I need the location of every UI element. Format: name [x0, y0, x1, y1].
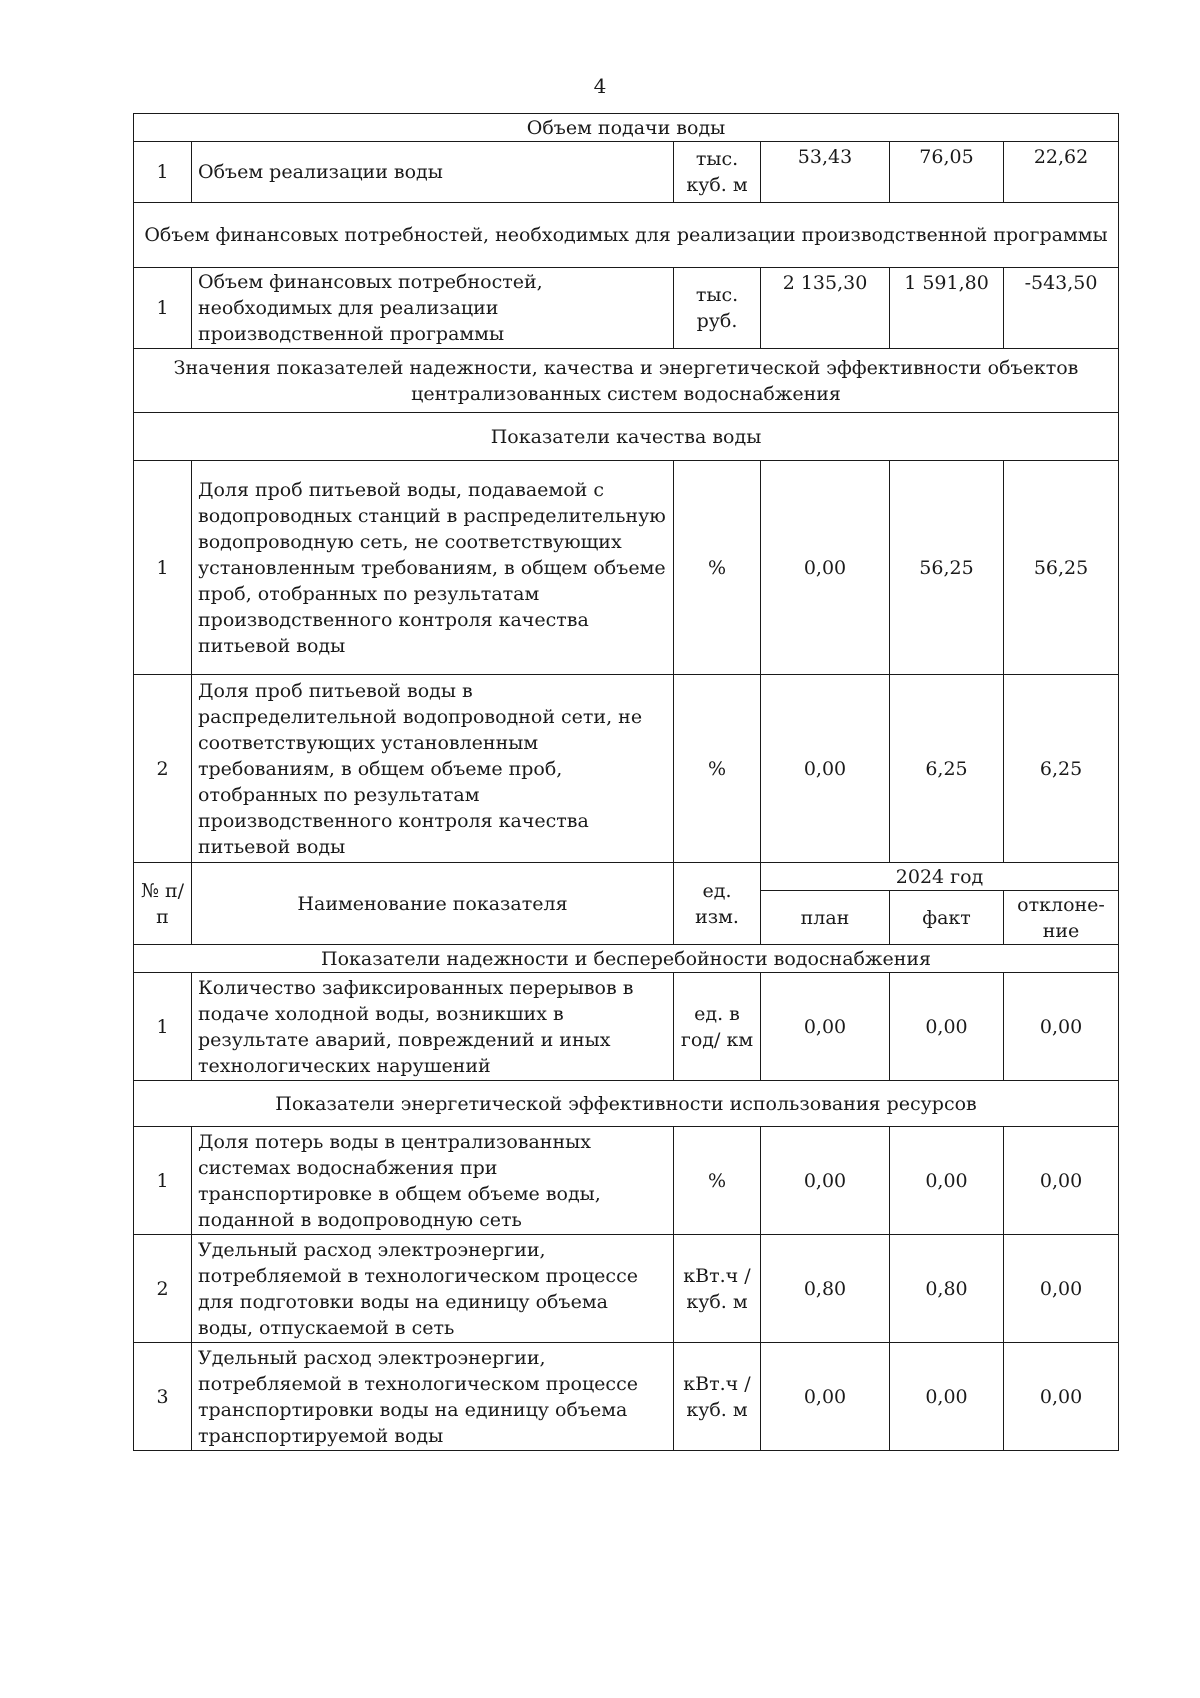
- page-number: 4: [593, 74, 607, 98]
- fact-value: 56,25: [890, 461, 1004, 675]
- row-number: 1: [134, 461, 192, 675]
- unit-cell: кВт.ч / куб. м: [674, 1343, 761, 1451]
- deviation-value: 0,00: [1004, 1127, 1119, 1235]
- row-number: 1: [134, 142, 192, 203]
- table-row: [134, 1343, 1119, 1451]
- unit-cell: кВт.ч / куб. м: [674, 1235, 761, 1343]
- section-title-reliability: Показатели надежности и бесперебойности водоснабжения: [134, 945, 1119, 973]
- indicator-name: Доля проб питьевой воды в распределительной водопроводной сети, не соответствующих установленным требованиям, в общем объеме проб, отобранных по результатам производственного контроля качества питьевой воды: [192, 675, 674, 863]
- header-plan: план: [761, 891, 890, 945]
- fact-value: 0,80: [890, 1235, 1004, 1343]
- section-title-water-quality: Показатели качества воды: [134, 413, 1119, 461]
- indicators-table: [133, 113, 1119, 1451]
- header-unit: ед. изм.: [674, 863, 761, 945]
- section-row: [134, 203, 1119, 268]
- unit-cell: тыс. руб.: [674, 268, 761, 349]
- fact-value: 0,00: [890, 973, 1004, 1081]
- indicator-name: Количество зафиксированных перерывов в подаче холодной воды, возникших в результате аварий, повреждений и иных технологических нарушений: [192, 973, 674, 1081]
- indicator-name: Доля проб питьевой воды, подаваемой с водопроводных станций в распределительную водопроводную сеть, не соответствующих установленным требованиям, в общем объеме проб, отобранных по результатам производственного контроля качества питьевой воды: [192, 461, 674, 675]
- fact-value: 0,00: [890, 1343, 1004, 1451]
- fact-value: 76,05: [890, 142, 1004, 203]
- indicator-name: Удельный расход электроэнергии, потребляемой в технологическом процессе транспортировки воды на единицу объема транспортируемой воды: [192, 1343, 674, 1451]
- table-row: [134, 675, 1119, 863]
- indicator-name: Объем реализации воды: [192, 142, 674, 203]
- indicator-name: Объем финансовых потребностей, необходимых для реализации производственной программы: [192, 268, 674, 349]
- row-number: 1: [134, 973, 192, 1081]
- row-number: 2: [134, 1235, 192, 1343]
- header-deviation: отклоне-ние: [1004, 891, 1119, 945]
- unit-cell: ед. в год/ км: [674, 973, 761, 1081]
- row-number: 2: [134, 675, 192, 863]
- section-row: [134, 349, 1119, 413]
- header-indicator-name: Наименование показателя: [192, 863, 674, 945]
- deviation-value: 0,00: [1004, 1343, 1119, 1451]
- row-number: 1: [134, 1127, 192, 1235]
- section-title-energy: Показатели энергетической эффективности использования ресурсов: [134, 1081, 1119, 1127]
- deviation-value: 6,25: [1004, 675, 1119, 863]
- table-row: [134, 461, 1119, 675]
- header-year: 2024 год: [761, 863, 1119, 891]
- plan-value: 2 135,30: [761, 268, 890, 349]
- plan-value: 0,00: [761, 675, 890, 863]
- plan-value: 0,00: [761, 1343, 890, 1451]
- plan-value: 53,43: [761, 142, 890, 203]
- section-row: [134, 413, 1119, 461]
- table-row: [134, 268, 1119, 349]
- plan-value: 0,00: [761, 1127, 890, 1235]
- plan-value: 0,80: [761, 1235, 890, 1343]
- section-row: [134, 945, 1119, 973]
- unit-cell: %: [674, 1127, 761, 1235]
- fact-value: 6,25: [890, 675, 1004, 863]
- unit-cell: тыс. куб. м: [674, 142, 761, 203]
- deviation-value: 0,00: [1004, 1235, 1119, 1343]
- row-number: 1: [134, 268, 192, 349]
- table-row: [134, 1127, 1119, 1235]
- plan-value: 0,00: [761, 973, 890, 1081]
- table-row: [134, 1235, 1119, 1343]
- deviation-value: -543,50: [1004, 268, 1119, 349]
- unit-cell: %: [674, 461, 761, 675]
- deviation-value: 56,25: [1004, 461, 1119, 675]
- indicator-name: Доля потерь воды в централизованных системах водоснабжения при транспортировке в общем объеме воды, поданной в водопроводную сеть: [192, 1127, 674, 1235]
- fact-value: 0,00: [890, 1127, 1004, 1235]
- table-row: [134, 973, 1119, 1081]
- section-title-water-supply: Объем подачи воды: [134, 114, 1119, 142]
- plan-value: 0,00: [761, 461, 890, 675]
- unit-cell: %: [674, 675, 761, 863]
- header-row: [134, 863, 1119, 891]
- header-fact: факт: [890, 891, 1004, 945]
- indicator-name: Удельный расход электроэнергии, потребляемой в технологическом процессе для подготовки воды на единицу объема воды, отпускаемой в сеть: [192, 1235, 674, 1343]
- section-title-financial: Объем финансовых потребностей, необходимых для реализации производственной программы: [134, 203, 1119, 268]
- fact-value: 1 591,80: [890, 268, 1004, 349]
- table-row: [134, 142, 1119, 203]
- header-number: № п/п: [134, 863, 192, 945]
- deviation-value: 22,62: [1004, 142, 1119, 203]
- row-number: 3: [134, 1343, 192, 1451]
- section-title-indicators: Значения показателей надежности, качества и энергетической эффективности объектов централизованных систем водоснабжения: [134, 349, 1119, 413]
- section-row: [134, 1081, 1119, 1127]
- deviation-value: 0,00: [1004, 973, 1119, 1081]
- section-row: [134, 114, 1119, 142]
